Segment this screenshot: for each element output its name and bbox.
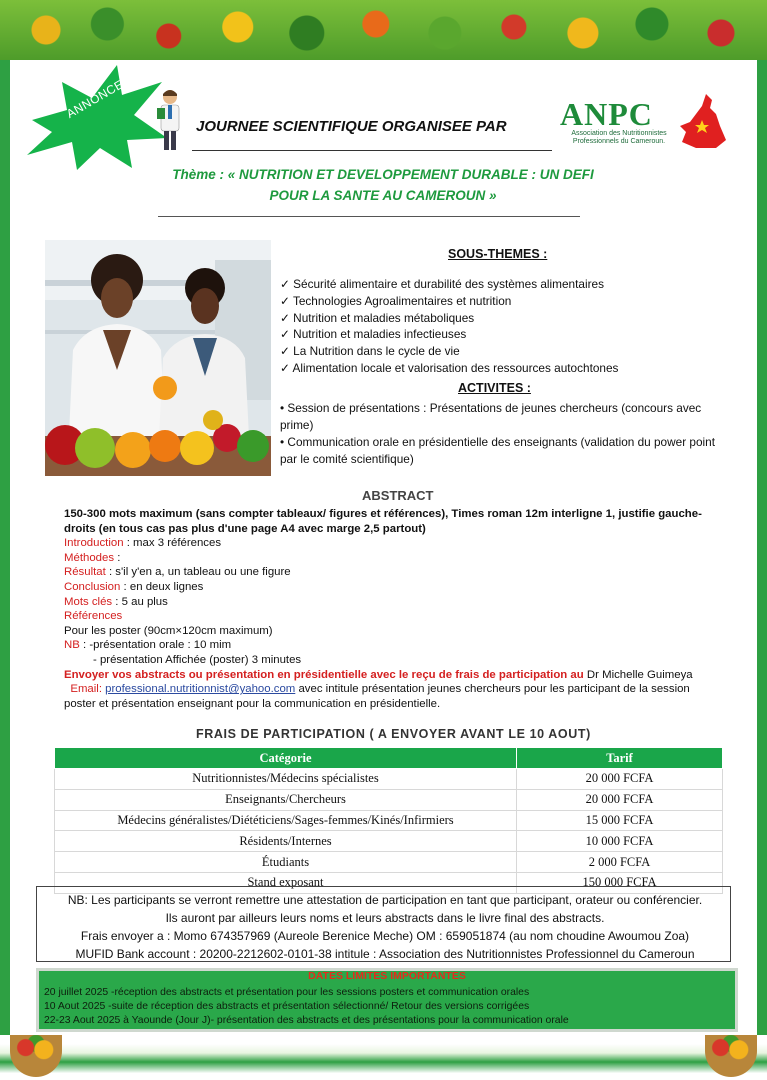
cell-tarif: 2 000 FCFA [517, 852, 723, 873]
announce-label: ANNONCE [63, 77, 126, 121]
theme-line-1: Thème : « NUTRITION ET DEVELOPPEMENT DURABLE : UN DEFI [172, 167, 594, 182]
list-item: ✓ Sécurité alimentaire et durabilité des systèmes alimentaires [280, 276, 618, 293]
cell-tarif: 20 000 FCFA [517, 769, 723, 790]
cell-categorie: Médecins généralistes/Diététiciens/Sages-femmes/Kinés/Infirmiers [55, 810, 517, 831]
envoyer-tail: avec intitule présentation jeunes chercheurs pour les participant de la session poster et présentation enseignant pour la communication en présidentielle. [64, 683, 690, 710]
introduction-value: : max 3 références [123, 537, 222, 550]
table-row [55, 852, 723, 873]
dates-title: DATES LIMITES IMPORTANTES [308, 970, 466, 982]
theme-underline [158, 216, 580, 217]
green-border-right [757, 60, 767, 1035]
logo-name: ANPC [560, 96, 653, 132]
green-border-left [0, 60, 10, 1035]
date-line-1: 20 juillet 2025 -réception des abstracts et présentation pour les sessions posters et communication orales [44, 987, 530, 998]
abstract-title: ABSTRACT [362, 488, 434, 503]
table-row [55, 769, 723, 790]
list-item: • Communication orale en présidentielle des enseignants (validation du power point par le comité scientifique) [280, 434, 720, 468]
affichee-duration: - présentation Affichée (poster) 3 minutes [93, 653, 302, 666]
fruit-border-top [0, 0, 767, 60]
table-row [55, 831, 723, 852]
theme-title [150, 164, 616, 206]
contact-name: Dr Michelle Guimeya [583, 668, 693, 681]
table-row [55, 789, 723, 810]
sous-themes-list [280, 276, 618, 377]
lab-researchers-photo [45, 240, 271, 476]
list-item: ✓ Technologies Agroalimentaires et nutrition [280, 293, 618, 310]
poster-size: Pour les poster (90cm×120cm maximum) [64, 624, 273, 637]
dates-list [44, 986, 734, 1029]
list-item: ✓ Nutrition et maladies infectieuses [280, 326, 618, 343]
activites-title: ACTIVITES : [458, 381, 531, 395]
doctor-icon [156, 88, 184, 152]
abstract-instructions [64, 507, 724, 711]
list-item: ✓ Alimentation locale et valorisation des ressources autochtones [280, 360, 618, 377]
cell-tarif: 10 000 FCFA [517, 831, 723, 852]
date-line-2: 10 Aout 2025 -suite de réception des abstracts et présentation sélectionné/ Retour des versions corrigées [44, 1001, 530, 1013]
activites-list [280, 400, 720, 468]
nb-value: : -présentation orale : 10 mim [79, 639, 232, 652]
cell-categorie: Résidents/Internes [55, 831, 517, 852]
cameroon-map-icon [676, 92, 728, 150]
headline-underline [192, 150, 594, 151]
cell-categorie: Stand exposant [55, 872, 517, 893]
email-link[interactable]: professional.nutritionnist@yahoo.com [105, 683, 296, 696]
fees-table [54, 747, 723, 894]
nb-line-3: Frais envoyer a : Momo 674357969 (Aureole Berenice Meche) OM : 659051874 (au nom choudine Awoumou Zoa) [80, 929, 690, 943]
references-label: Références [64, 610, 123, 623]
nb-line-2: Ils auront par ailleurs leurs noms et leurs abstracts dans le livre final des abstracts. [165, 911, 605, 925]
col-categorie: Catégorie [55, 748, 517, 769]
list-item: ✓ Nutrition et maladies métaboliques [280, 310, 618, 327]
cell-categorie: Nutritionnistes/Médecins spécialistes [55, 769, 517, 790]
cell-tarif: 150 000 FCFA [517, 872, 723, 893]
col-tarif: Tarif [517, 748, 723, 769]
date-line-3: 22-23 Aout 2025 à Yaounde (Jour J)- présentation des abstracts et des présentations pour la communication orale [44, 1015, 569, 1027]
conclusion-value: : en deux lignes [120, 580, 204, 593]
abstract-intro: 150-300 mots maximum (sans compter tableaux/ figures et références), Times roman 12m interligne 1, justifie gauche-droits (en tous cas pas plus d'une page A4 avec marge 2,5 partout) [64, 508, 702, 535]
list-item: ✓ La Nutrition dans le cycle de vie [280, 343, 618, 360]
resultat-label: Résultat [64, 566, 106, 579]
resultat-value: : s'il y'en a, un tableau ou une figure [105, 566, 291, 579]
cell-categorie: Étudiants [55, 852, 517, 873]
list-item: • Session de présentations : Présentations de jeunes chercheurs (concours avec prime) [280, 400, 720, 434]
email-label: Email: [70, 683, 102, 696]
nb-box-text [44, 891, 726, 963]
nb-line-4: MUFID Bank account : 20200-2212602-0101-38 intitule : Association des Nutritionnistes Professionnel du Cameroun [75, 947, 695, 961]
conclusion-label: Conclusion [64, 580, 121, 593]
fruit-border-bottom [0, 1035, 767, 1080]
nb-line-1: NB: Les participants se verront remettre une attestation de participation en tant que participant, orateur ou conférencier. [67, 893, 703, 907]
cell-categorie: Enseignants/Chercheurs [55, 789, 517, 810]
cell-tarif: 15 000 FCFA [517, 810, 723, 831]
introduction-label: Introduction [64, 537, 124, 550]
mots-cles-label: Mots clés [64, 595, 113, 608]
table-row [55, 810, 723, 831]
frais-title: FRAIS DE PARTICIPATION ( A ENVOYER AVANT LE 10 AOUT) [196, 727, 591, 741]
mots-cles-value: : 5 au plus [112, 595, 168, 608]
nb-label: NB [64, 639, 80, 652]
envoyer-text: Envoyer vos abstracts ou présentation en présidentielle avec le reçu de frais de participation au [64, 668, 584, 681]
methodes-label: Méthodes [64, 551, 115, 564]
methodes-value: : [114, 551, 121, 564]
headline: JOURNEE SCIENTIFIQUE ORGANISEE PAR [196, 118, 507, 135]
theme-line-2: POUR LA SANTE AU CAMEROUN » [269, 188, 497, 203]
logo-subtitle: Association des Nutritionnistes Professionnels du Cameroun. [571, 130, 667, 145]
sous-themes-title: SOUS-THEMES : [448, 247, 548, 261]
announce-star-badge [22, 60, 172, 170]
cell-tarif: 20 000 FCFA [517, 789, 723, 810]
